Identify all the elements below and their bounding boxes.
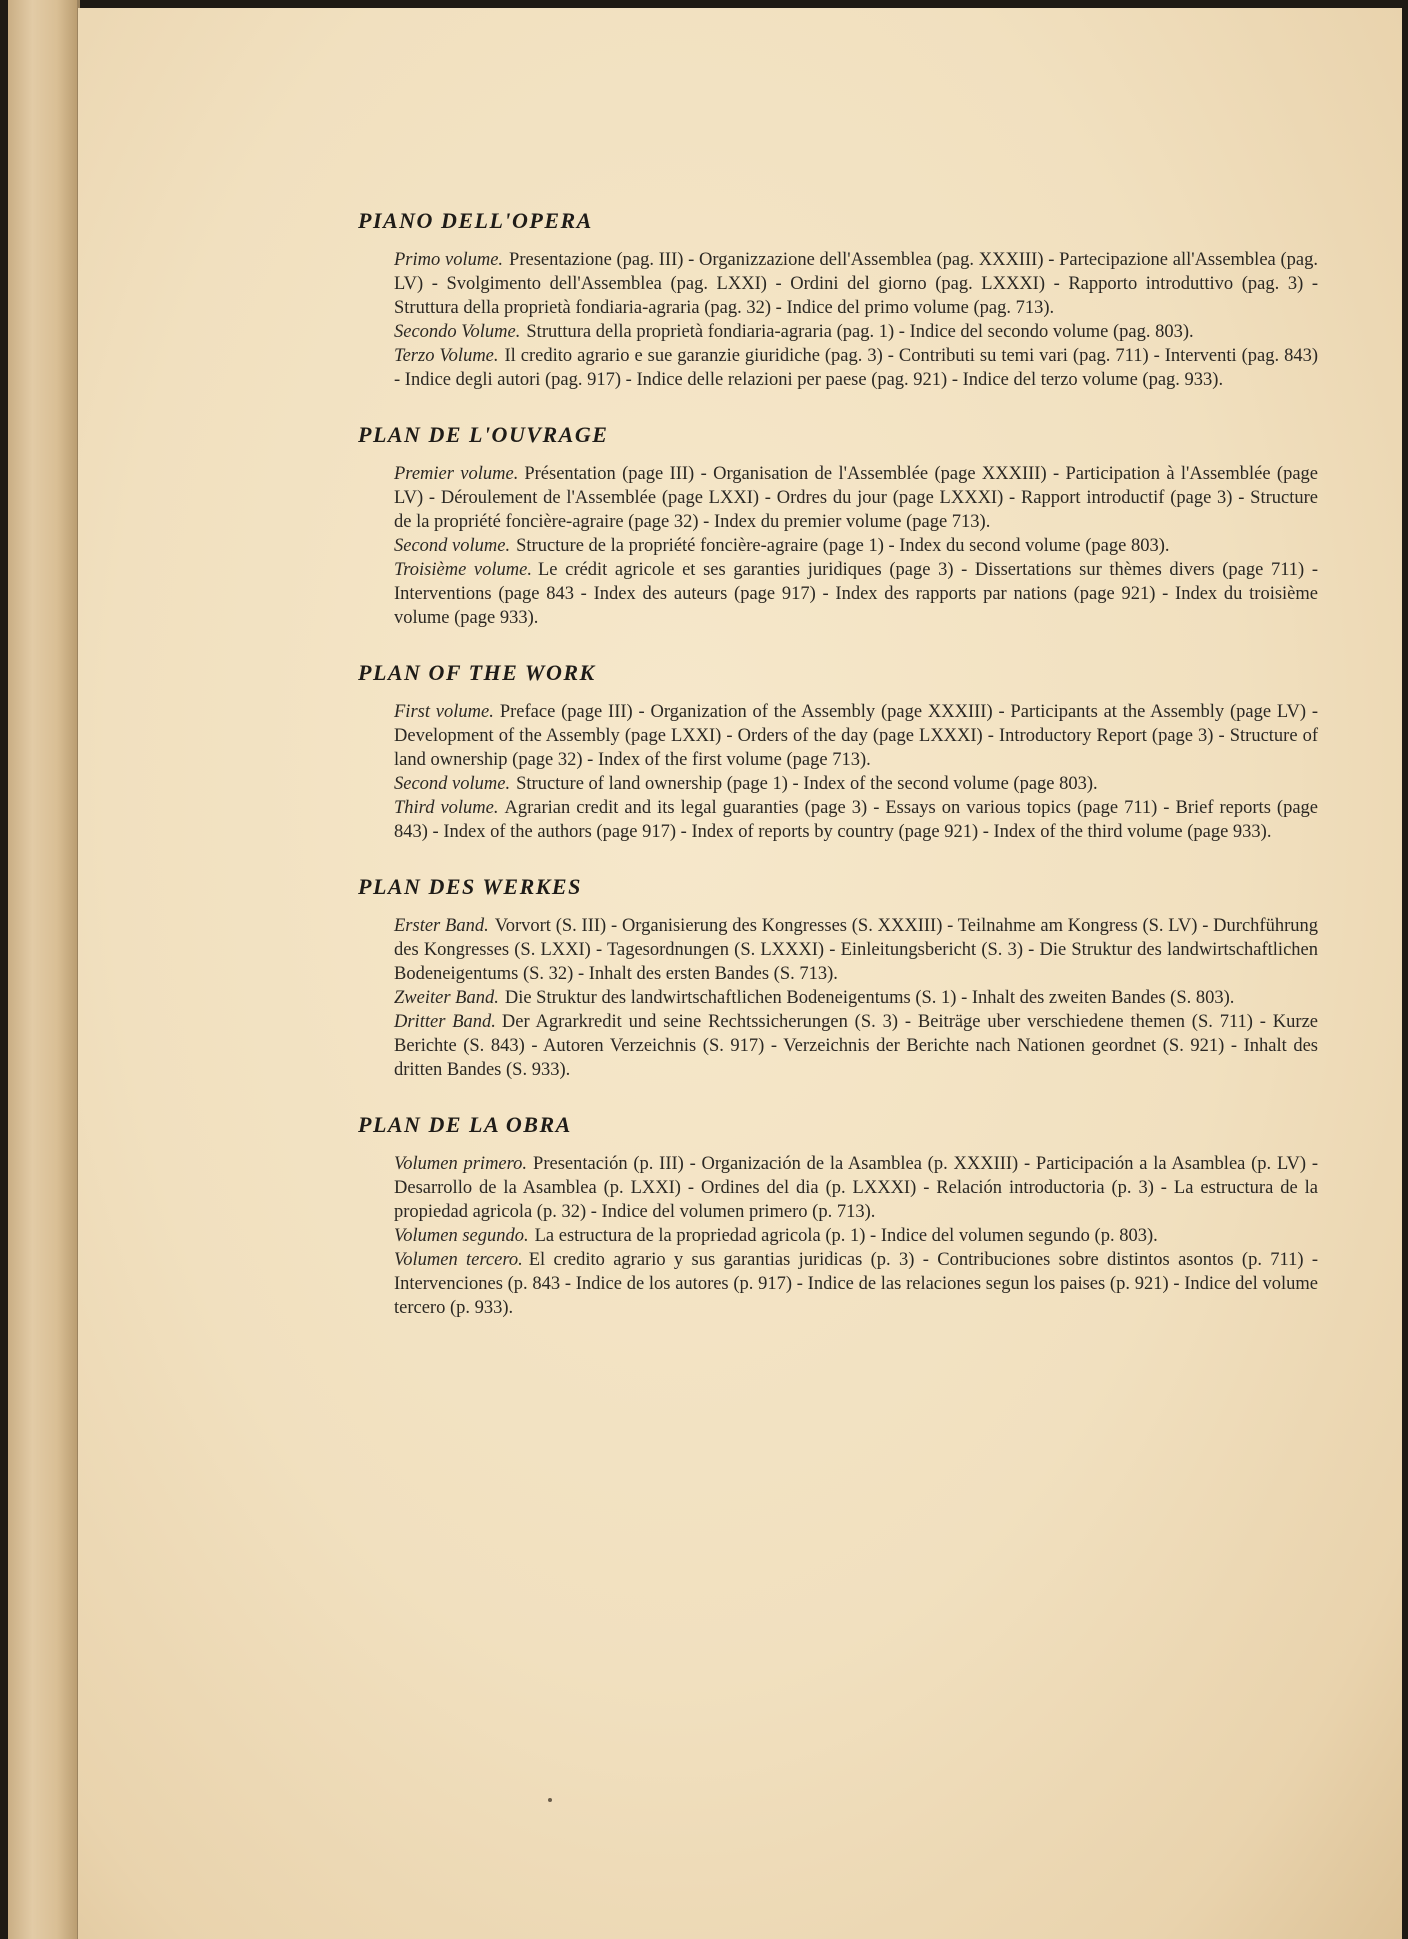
volume-entry (394, 534, 1318, 558)
volume-entry (394, 700, 1318, 772)
volume-label: Volumen tercero. (394, 1250, 523, 1270)
volume-entry (394, 320, 1318, 344)
section-german (358, 874, 1318, 1082)
section-spanish (358, 1112, 1318, 1320)
volume-label: Erster Band. (394, 916, 489, 936)
volume-entry (394, 1224, 1318, 1248)
volume-entry (394, 462, 1318, 534)
volume-entry (394, 986, 1318, 1010)
volume-text: El credito agrario y sus garantias juridicas (p. 3) - Contribuciones sobre distintos asontos (p. 711) - Intervenciones (p. 843 - Indice de los autores (p. 917) - Indice de las relaciones segun los paises (p. 921) - Indice del volume tercero (p. 933). (394, 1250, 1318, 1318)
plan-of-work-content (358, 208, 1318, 1350)
section-title: PLAN DE LA OBRA (358, 1112, 572, 1137)
volume-entry (394, 1248, 1318, 1320)
volume-text: Agrarian credit and its legal guaranties (page 3) - Essays on various topics (page 711) - Brief reports (page 843) - Index of the authors (page 917) - Index of reports by country (page 921) - Index of the third volume (page 933). (394, 798, 1318, 842)
section-italian (358, 208, 1318, 392)
volume-text: Preface (page III) - Organization of the Assembly (page XXXIII) - Participants at the Assembly (page LV) - Development of the Assembly (page LXXI) - Orders of the day (page LXXXI) - Introductory Report (page 3) - Structure of land ownership (page 32) - Index of the first volume (page 713). (394, 702, 1318, 770)
paper-speck (548, 1798, 552, 1802)
volume-entry (394, 772, 1318, 796)
volume-label: Premier volume. (394, 464, 519, 484)
volume-label: Zweiter Band. (394, 988, 499, 1008)
volume-label: Volumen segundo. (394, 1226, 529, 1246)
volume-entry (394, 796, 1318, 844)
volume-text: Le crédit agricole et ses garanties juridiques (page 3) - Dissertations sur thèmes divers (page 711) - Interventions (page 843 - Index des auteurs (page 917) - Index des rapports par nations (page 921) - Index du troisième volume (page 933). (394, 560, 1319, 628)
section-title: PIANO DELL'OPERA (358, 208, 593, 233)
volume-entry (394, 914, 1318, 986)
book-spine-edge (8, 0, 78, 1939)
section-body (394, 1152, 1318, 1320)
volume-text: Il credito agrario e sue garanzie giuridiche (pag. 3) - Contributi su temi vari (pag. 711) - Interventi (pag. 843) - Indice degli autori (pag. 917) - Indice delle relazioni per paese (pag. 921) - Indice del terzo volume (pag. 933). (394, 346, 1318, 390)
volume-text: Structure of land ownership (page 1) - Index of the second volume (page 803). (516, 774, 1098, 794)
volume-label: Dritter Band. (394, 1012, 496, 1032)
volume-text: Structure de la propriété foncière-agraire (page 1) - Index du second volume (page 803). (516, 536, 1170, 556)
volume-text: Struttura della proprietà fondiaria-agraria (pag. 1) - Indice del secondo volume (pag. 803). (526, 322, 1194, 342)
volume-label: Secondo Volume. (394, 322, 521, 342)
volume-label: Volumen primero. (394, 1154, 528, 1174)
volume-label: Second volume. (394, 774, 511, 794)
volume-entry (394, 1010, 1318, 1082)
volume-label: Terzo Volume. (394, 346, 499, 366)
section-body (394, 700, 1318, 844)
volume-text: La estructura de la propriedad agricola (p. 1) - Indice del volumen segundo (p. 803). (534, 1226, 1158, 1246)
volume-entry (394, 558, 1318, 630)
volume-label: Third volume. (394, 798, 499, 818)
section-title: PLAN DES WERKES (358, 874, 582, 899)
volume-label: Primo volume. (394, 250, 504, 270)
section-body (394, 462, 1318, 630)
volume-text: Vorvort (S. III) - Organisierung des Kongresses (S. XXXIII) - Teilnahme am Kongress (S. LV) - Durchführung des Kongresses (S. LXXI) - Tagesordnungen (S. LXXXI) - Einleitungsbericht (S. 3) - Die Struktur des landwirtschaftlichen Bodeneigentums (S. 32) - Inhalt des ersten Bandes (S. 713). (394, 916, 1318, 984)
volume-text: Présentation (page III) - Organisation de l'Assemblée (page XXXIII) - Participation à l'Assemblée (page LV) - Déroulement de l'Assemblée (page LXXI) - Ordres du jour (page LXXXI) - Rapport introductif (page 3) - Structure de la propriété foncière-agraire (page 32) - Index du premier volume (page 713). (394, 464, 1318, 532)
volume-label: First volume. (394, 702, 494, 722)
volume-text: Die Struktur des landwirtschaftlichen Bodeneigentums (S. 1) - Inhalt des zweiten Bandes (S. 803). (504, 988, 1235, 1008)
volume-entry (394, 344, 1318, 392)
volume-label: Second volume. (394, 536, 511, 556)
section-body (394, 248, 1318, 392)
volume-text: Der Agrarkredit und seine Rechtssicherungen (S. 3) - Beiträge uber verschiedene themen (S. 711) - Kurze Berichte (S. 843) - Autoren Verzeichnis (S. 917) - Verzeichnis der Berichte nach Nationen geordnet (S. 921) - Inhalt des dritten Bandes (S. 933). (394, 1012, 1318, 1080)
volume-label: Troisième volume. (394, 560, 532, 580)
document-page (78, 8, 1402, 1939)
volume-text: Presentazione (pag. III) - Organizzazione dell'Assemblea (pag. XXXIII) - Partecipazione all'Assemblea (pag. LV) - Svolgimento dell'Assemblea (pag. LXXI) - Ordini del giorno (pag. LXXXI) - Rapporto introduttivo (pag. 3) - Struttura della proprietà fondiaria-agraria (pag. 32) - Indice del primo volume (pag. 713). (394, 250, 1318, 318)
volume-text: Presentación (p. III) - Organización de la Asamblea (p. XXXIII) - Participación a la Asamblea (p. LV) - Desarrollo de la Asamblea (p. LXXI) - Ordines del dia (p. LXXXI) - Relación introductoria (p. 3) - La estructura de la propiedad agricola (p. 32) - Indice del volumen primero (p. 713). (394, 1154, 1319, 1222)
section-french (358, 422, 1318, 630)
volume-entry (394, 1152, 1318, 1224)
section-title: PLAN DE L'OUVRAGE (358, 422, 609, 447)
section-english (358, 660, 1318, 844)
section-body (394, 914, 1318, 1082)
section-title: PLAN OF THE WORK (358, 660, 596, 685)
volume-entry (394, 248, 1318, 320)
